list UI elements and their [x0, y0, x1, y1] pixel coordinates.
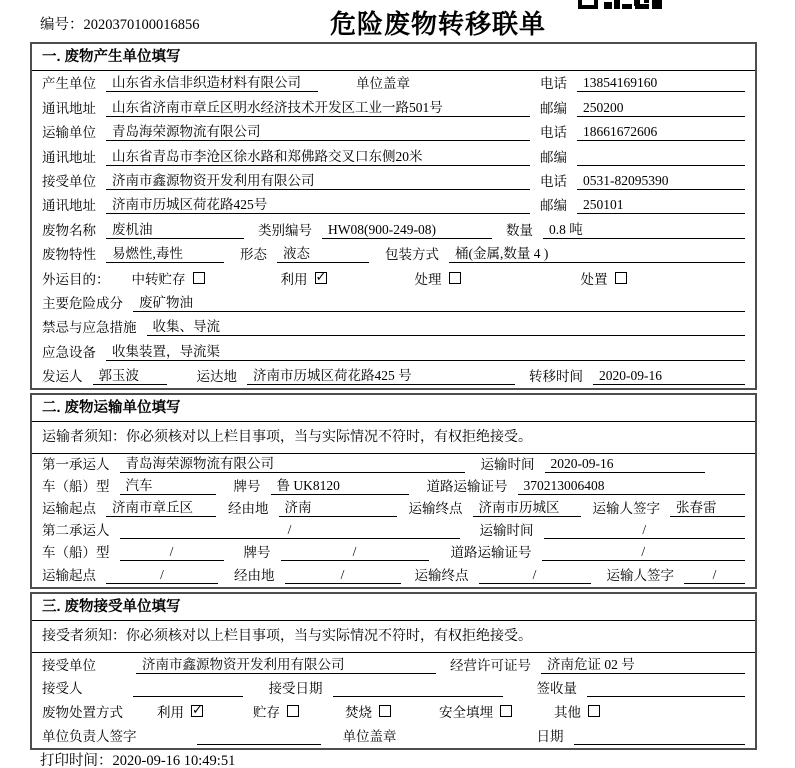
row-first-vehicle [32, 476, 755, 498]
row-producer-address [32, 95, 755, 119]
road-permit-label: 道路运输证号 [450, 545, 532, 561]
phone-label: 电话 [540, 76, 567, 92]
zip-label: 邮编 [540, 100, 567, 116]
signed-quantity-value [587, 681, 745, 697]
address-value: 山东省青岛市李沧区徐水路和郑佛路交叉口东侧20米 [106, 145, 530, 166]
receiver-notice: 接受者须知：你必须核对以上栏目事项，当与实际情况不符时，有权拒绝接受。 [32, 621, 755, 653]
row-transfer-purpose [32, 266, 755, 290]
transfer-time-label: 转移时间 [529, 369, 583, 385]
row-receiver-address [32, 193, 755, 217]
row-second-vehicle [32, 542, 755, 564]
emergency-equipment-value: 收集装置，导流渠 [106, 340, 745, 361]
vehicle-type-value: / [120, 544, 224, 561]
address-label: 通讯地址 [42, 198, 96, 214]
row-first-carrier [32, 454, 755, 476]
option-label: 其他 [554, 705, 581, 721]
checkbox-icon [615, 272, 627, 284]
address-label: 通讯地址 [42, 149, 96, 165]
serial-label: 编号： [40, 17, 84, 33]
page-title: 危险废物转移联单 [330, 10, 547, 39]
purpose-option-treat [415, 268, 461, 288]
row-main-hazard [32, 291, 755, 315]
plate-number-value: 鲁 UK8120 [271, 474, 409, 495]
vehicle-type-value: 汽车 [120, 474, 216, 495]
option-label: 安全填埋 [439, 705, 493, 721]
vehicle-type-label: 车（船）型 [42, 545, 110, 561]
checkbox-icon [193, 272, 205, 284]
packing-label: 包装方式 [385, 247, 439, 263]
print-time [40, 749, 235, 768]
option-label: 焚烧 [345, 705, 372, 721]
address-label: 通讯地址 [42, 100, 96, 116]
receive-date-value [333, 681, 503, 697]
signed-quantity-label: 签收量 [536, 681, 577, 697]
transporter-label: 运输单位 [42, 125, 96, 141]
row-waste-name [32, 217, 755, 241]
phone-value: 0531-82095390 [577, 173, 745, 190]
section-receiver [30, 592, 757, 750]
producer-label: 产生单位 [42, 76, 96, 92]
row-transporter-unit [32, 120, 755, 144]
row-transporter-address [32, 144, 755, 168]
print-time-label: 打印时间： [40, 753, 113, 768]
unit-seal-label: 单位盖章 [356, 76, 410, 92]
purpose-label: 外运目的： [42, 271, 110, 287]
phone-value: 13854169160 [577, 75, 745, 92]
disposal-option-utilize [157, 701, 203, 721]
receiver-label: 接受单位 [42, 173, 96, 189]
category-code-label: 类别编号 [258, 222, 312, 238]
vehicle-type-label: 车（船）型 [42, 479, 110, 495]
section-receiver-title: 三. 废物接受单位填写 [32, 594, 755, 621]
transport-time-value: 2020-09-16 [545, 456, 705, 473]
quantity-value: 0.8 吨 [543, 218, 745, 239]
receiver-person-label: 接受人 [42, 681, 83, 697]
transport-time-label: 运输时间 [480, 457, 535, 473]
row-first-route [32, 498, 755, 520]
zip-value: 250200 [577, 100, 745, 117]
carrier-signature-value: 张春雷 [670, 496, 745, 517]
row-emergency-equipment [32, 339, 755, 363]
main-hazard-value: 废矿物油 [133, 291, 745, 312]
license-number-value: 济南危证 02 号 [541, 653, 745, 674]
disposal-option-other [554, 701, 600, 721]
origin-label: 运输起点 [42, 567, 96, 583]
emergency-equipment-label: 应急设备 [42, 344, 96, 360]
row-waste-character [32, 242, 755, 266]
receive-date-label: 接受日期 [268, 681, 323, 697]
taboo-measures-value: 收集、导流 [147, 315, 746, 336]
transport-time-value: / [544, 522, 746, 539]
receiving-unit-label: 接受单位 [42, 657, 96, 673]
destination-value: 济南市历城区荷花路425 号 [247, 364, 515, 385]
row-receiving-unit [32, 653, 755, 677]
serial-value: 2020370100016856 [83, 17, 200, 33]
zip-label: 邮编 [540, 198, 567, 214]
option-label: 处理 [414, 271, 442, 287]
option-label: 处置 [580, 271, 608, 287]
endpoint-label: 运输终点 [414, 567, 469, 583]
zip-label: 邮编 [540, 149, 567, 165]
endpoint-value: 济南市历城区 [473, 496, 581, 517]
disposal-option-incinerate [345, 701, 391, 721]
zip-value [577, 150, 745, 166]
producer-value: 山东省永信非织造材料有限公司 [106, 71, 318, 92]
carrier-signature-label: 运输人签字 [606, 567, 674, 583]
first-carrier-label: 第一承运人 [42, 457, 110, 473]
qr-code-fragment [578, 0, 662, 9]
plate-number-label: 牌号 [243, 545, 271, 561]
carrier-signature-label: 运输人签字 [592, 501, 660, 517]
waste-character-value: 易燃性,毒性 [106, 242, 224, 263]
main-hazard-label: 主要危险成分 [42, 295, 123, 311]
zip-value: 250101 [577, 197, 745, 214]
row-shipper [32, 364, 755, 388]
checkbox-icon [379, 705, 391, 717]
option-label: 利用 [157, 705, 184, 721]
phone-value: 18661672606 [577, 124, 745, 141]
row-second-carrier [32, 520, 755, 542]
shipper-label: 发运人 [42, 369, 83, 385]
row-taboo-measures [32, 315, 755, 339]
disposal-option-storage [253, 701, 299, 721]
checkbox-icon [315, 272, 327, 284]
transfer-time-value: 2020-09-16 [593, 368, 745, 385]
plate-number-label: 牌号 [233, 479, 261, 495]
checkbox-icon [500, 705, 512, 717]
shipper-value: 郭玉波 [93, 364, 167, 385]
via-value: 济南 [279, 496, 397, 517]
checkbox-icon [449, 272, 461, 284]
receiving-unit-value: 济南市鑫源物资开发利用有限公司 [136, 653, 436, 674]
address-value: 济南市历城区荷花路425号 [106, 193, 530, 214]
print-time-value: 2020-09-16 10:49:51 [112, 753, 236, 768]
section-producer-title: 一. 废物产生单位填写 [32, 44, 755, 71]
receiver-value: 济南市鑫源物资开发利用有限公司 [106, 169, 530, 190]
quantity-label: 数量 [506, 222, 533, 238]
road-permit-label: 道路运输证号 [426, 479, 508, 495]
date-label: 日期 [536, 728, 564, 744]
receiver-person-value [133, 681, 243, 697]
license-number-label: 经营许可证号 [450, 657, 531, 673]
category-code-value: HW08(900-249-08) [322, 222, 492, 239]
carrier-signature-value: / [684, 567, 745, 584]
second-carrier-label: 第二承运人 [42, 523, 110, 539]
purpose-option-dispose [581, 268, 627, 288]
purpose-option-utilize [281, 268, 327, 288]
section-transporter-title: 二. 废物运输单位填写 [32, 395, 755, 422]
transport-time-label: 运输时间 [479, 523, 534, 539]
row-receiver-unit [32, 169, 755, 193]
plate-number-value: / [281, 544, 429, 561]
first-carrier-value: 青岛海荣源物流有限公司 [120, 452, 465, 473]
option-label: 利用 [280, 271, 308, 287]
taboo-measures-label: 禁忌与应急措施 [42, 320, 137, 336]
checkbox-icon [191, 705, 203, 717]
via-label: 经由地 [234, 567, 275, 583]
via-label: 经由地 [228, 501, 269, 517]
row-responsible-signature [32, 724, 755, 748]
waste-name-value: 废机油 [106, 218, 244, 239]
address-value: 山东省济南市章丘区明水经济技术开发区工业一路501号 [106, 96, 530, 117]
unit-seal-label: 单位盖章 [342, 728, 397, 744]
manifest-form [30, 42, 757, 750]
responsible-signature-value [197, 729, 321, 745]
row-second-route [32, 564, 755, 586]
checkbox-icon [287, 705, 299, 717]
transporter-notice: 运输者须知：你必须核对以上栏目事项，当与实际情况不符时，有权拒绝接受。 [32, 422, 755, 454]
second-carrier-value: / [120, 522, 460, 539]
disposal-option-landfill [439, 701, 512, 721]
section-transporter [30, 393, 757, 589]
option-label: 贮存 [253, 705, 280, 721]
row-receiving-person [32, 677, 755, 701]
phone-label: 电话 [540, 125, 567, 141]
phone-label: 电话 [540, 173, 567, 189]
waste-character-label: 废物特性 [42, 247, 96, 263]
transporter-value: 青岛海荣源物流有限公司 [106, 120, 530, 141]
section-producer [30, 42, 757, 390]
checkbox-icon [588, 705, 600, 717]
option-label: 中转贮存 [131, 271, 186, 287]
serial-number [40, 13, 200, 34]
purpose-option-transfer-storage [132, 268, 205, 288]
origin-label: 运输起点 [42, 501, 96, 517]
road-permit-value: / [542, 544, 746, 561]
via-value: / [285, 567, 401, 584]
origin-value: / [106, 567, 218, 584]
endpoint-label: 运输终点 [408, 501, 463, 517]
responsible-signature-label: 单位负责人签字 [42, 728, 137, 744]
row-producer-unit [32, 71, 755, 95]
disposal-method-label: 废物处置方式 [42, 705, 123, 721]
road-permit-value: 370213006408 [518, 478, 746, 495]
origin-value: 济南市章丘区 [106, 496, 216, 517]
form-state-label: 形态 [240, 247, 267, 263]
form-state-value: 液态 [277, 242, 369, 263]
endpoint-value: / [479, 567, 591, 584]
waste-name-label: 废物名称 [42, 222, 96, 238]
destination-label: 运达地 [196, 369, 237, 385]
row-disposal-method [32, 700, 755, 724]
date-value [574, 729, 746, 745]
packing-value: 桶(金属,数量 4 ) [449, 242, 745, 263]
